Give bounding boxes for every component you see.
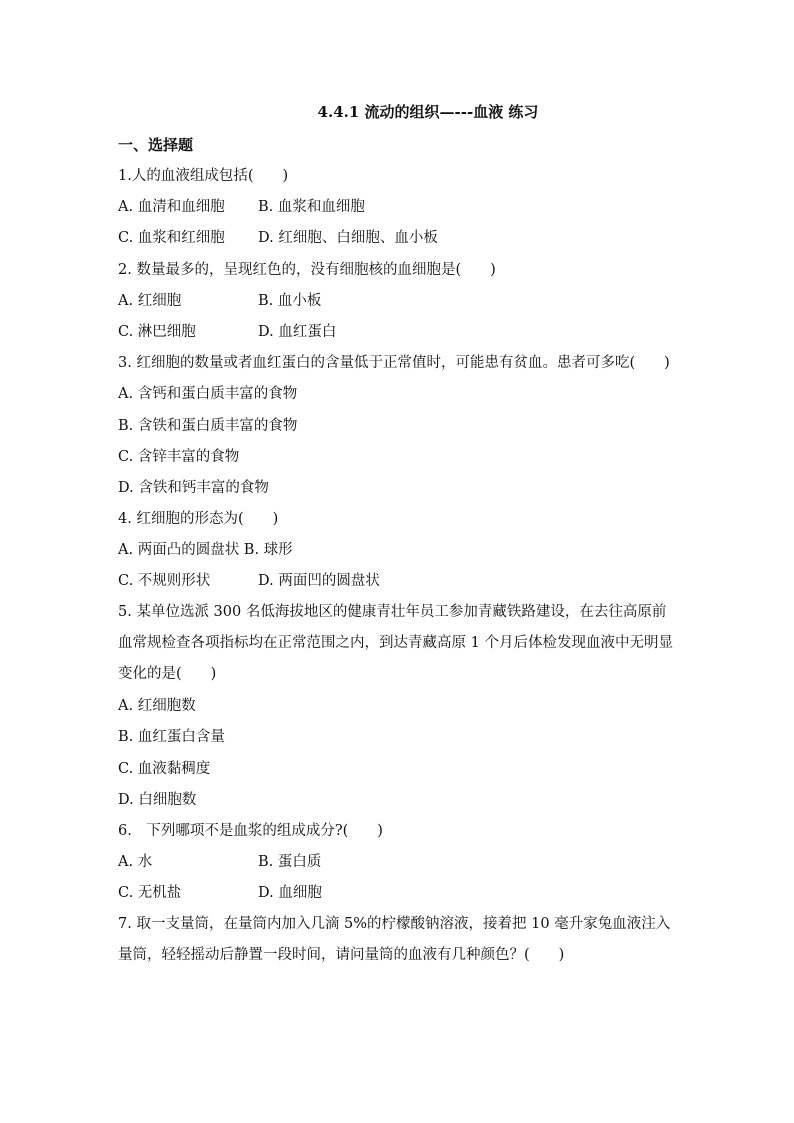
option-c: C. 无机盐 <box>118 885 182 902</box>
question-5 <box>118 597 678 691</box>
option-c: C. 含锌丰富的食物 <box>118 448 240 465</box>
question-4-options-row-2 <box>118 568 678 594</box>
option-a: A. 含钙和蛋白质丰富的食物 <box>118 386 298 403</box>
document-title: 4.4.1 流动的组织—---血液 练习 <box>317 103 539 121</box>
option-a-b: A. 两面凸的圆盘状 B. 球形 <box>118 542 293 559</box>
option-a: A. 血清和血细胞 <box>118 199 225 216</box>
option-b: B. 蛋白质 <box>258 854 322 871</box>
option-c: C. 血液黏稠度 <box>118 760 211 777</box>
document-content <box>118 101 678 974</box>
option-a: A. 水 <box>118 854 153 871</box>
question-4: 4. 红细胞的形态为( ) <box>118 511 279 528</box>
option-b: B. 血浆和血细胞 <box>258 199 365 216</box>
option-b: B. 血红蛋白含量 <box>118 729 225 746</box>
option-d: D. 含铁和钙丰富的食物 <box>118 479 269 496</box>
question-1-options-row-2 <box>118 225 678 251</box>
option-d: D. 红细胞、白细胞、血小板 <box>258 230 438 247</box>
question-2: 2. 数量最多的，呈现红色的，没有细胞核的血细胞是( ) <box>118 261 496 278</box>
question-3-text: 3. 红细胞的数量或者血红蛋白的含量低于正常值时，可能患有贫血。患者可多吃( ) <box>118 354 670 371</box>
option-d: D. 白细胞数 <box>118 791 197 808</box>
question-7 <box>118 909 678 971</box>
option-b: B. 含铁和蛋白质丰富的食物 <box>118 417 298 434</box>
question-1-options-row-1 <box>118 194 678 220</box>
option-a: A. 红细胞 <box>118 292 182 309</box>
section-heading: 一、选择题 <box>118 136 194 154</box>
option-d: D. 血红蛋白 <box>258 323 337 340</box>
question-3 <box>118 348 678 379</box>
question-6: 6. 下列哪项不是血浆的组成成分?( ) <box>118 823 383 839</box>
question-1: 1.人的血液组成包括( ) <box>118 168 289 184</box>
question-2-options-row-1 <box>118 288 678 314</box>
question-6-options-row-2 <box>118 880 678 906</box>
question-5-text: 5. 某单位选派 300 名低海拔地区的健康青壮年员工参加青藏铁路建设，在去往高原前血常规检查各项指标均在正常范围之内，到达青藏高原 1 个月后体检发现血液中无明显变化的是( ) <box>118 604 673 683</box>
option-c: C. 不规则形状 <box>118 573 211 590</box>
option-c: C. 血浆和红细胞 <box>118 230 225 247</box>
question-7-text: 7. 取一支量筒，在量筒内加入几滴 5%的柠檬酸钠溶液，接着把 10 毫升家兔血液注入量筒，轻轻摇动后静置一段时间，请问量筒的血液有几种颜色？( ) <box>118 915 671 964</box>
option-c: C. 淋巴细胞 <box>118 323 196 340</box>
option-d: D. 血细胞 <box>258 885 322 902</box>
option-b: B. 血小板 <box>258 292 322 309</box>
question-2-options-row-2 <box>118 319 678 345</box>
question-6-options-row-1 <box>118 849 678 875</box>
option-d: D. 两面凹的圆盘状 <box>258 573 380 590</box>
option-a: A. 红细胞数 <box>118 698 196 715</box>
